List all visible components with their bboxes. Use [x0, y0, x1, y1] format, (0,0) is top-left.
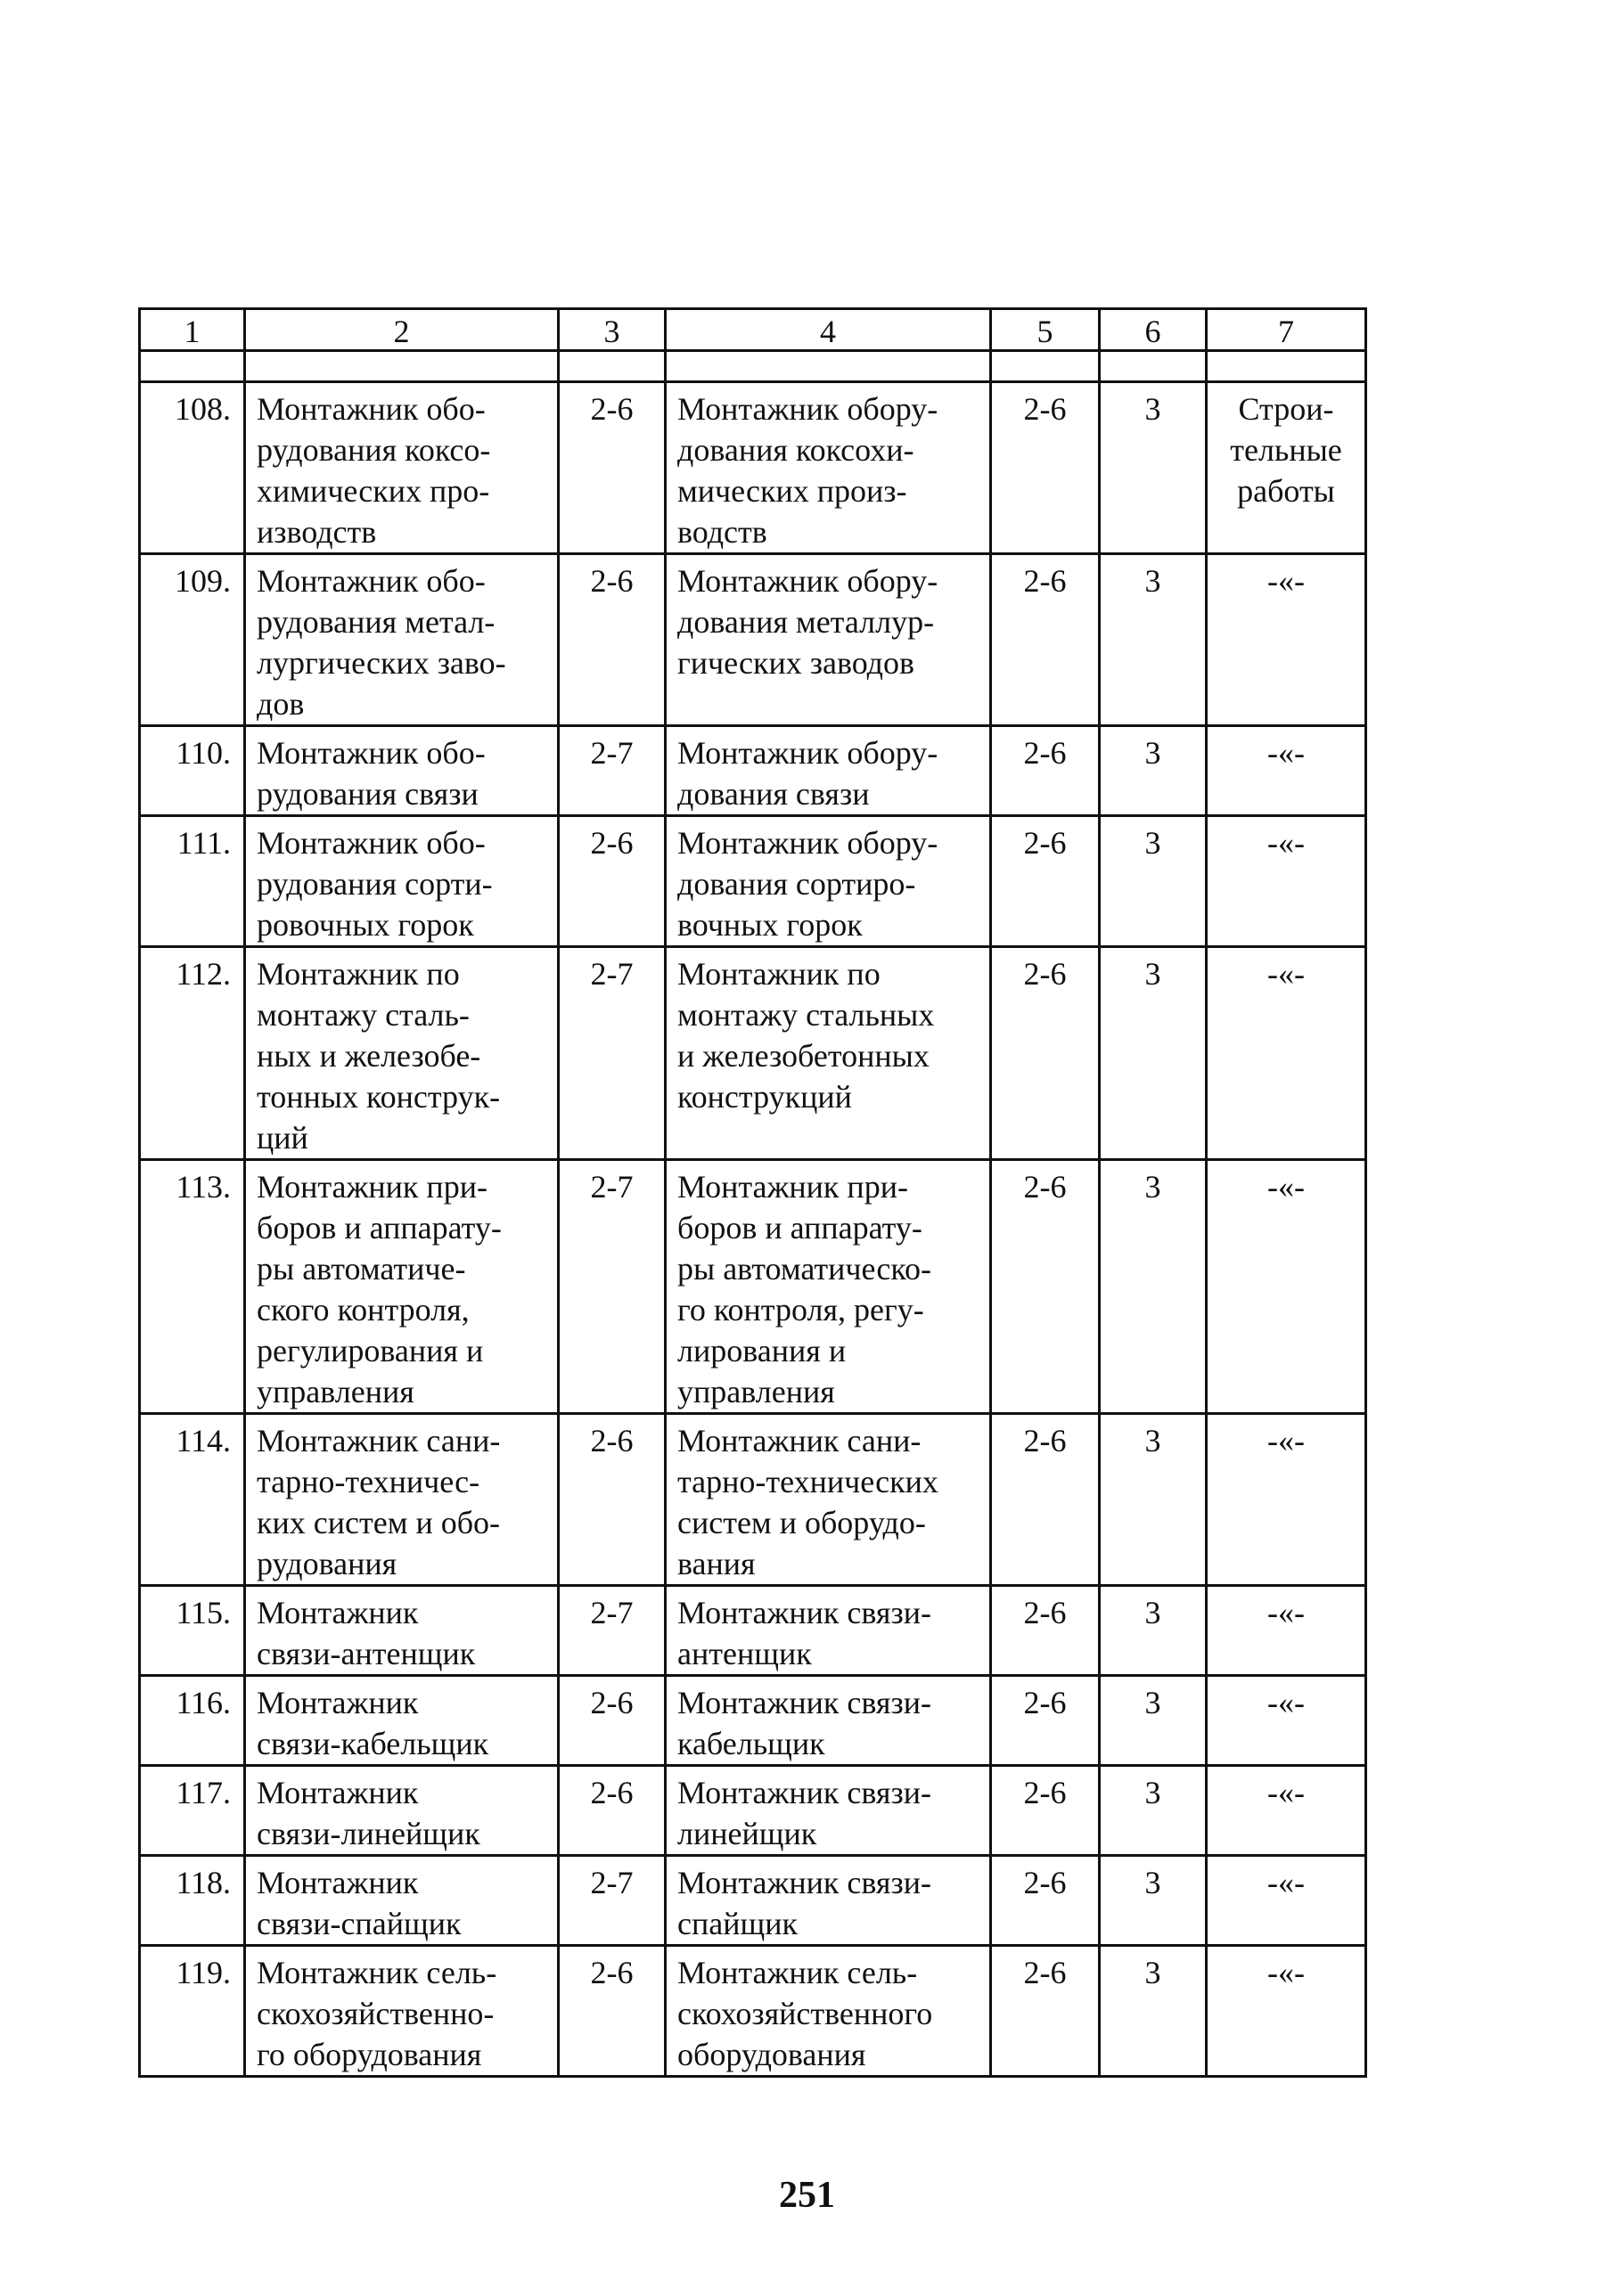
new-grade-range	[991, 1766, 1100, 1856]
new-occupation-name	[666, 1856, 991, 1946]
row-number	[140, 1676, 245, 1766]
old-grade-range	[559, 1856, 666, 1946]
qualification-level-text: 3	[1144, 1955, 1161, 1990]
old-occupation-name	[245, 1856, 559, 1946]
qualification-level-text: 3	[1144, 1423, 1161, 1458]
new-grade-range	[991, 554, 1100, 726]
qualification-level	[1100, 726, 1207, 816]
section-name-text: -«-	[1267, 735, 1305, 771]
qualification-level-text: 3	[1144, 825, 1161, 861]
old-grade-range	[559, 1766, 666, 1856]
old-occupation-name-text: Монтажник связи-антенщик	[257, 1595, 476, 1671]
old-occupation-name-text: Монтажник связи-кабельщик	[257, 1685, 489, 1761]
old-occupation-name-text: Монтажник при- боров и аппарату- ры автоматиче- ского контроля, регулирования и управления	[257, 1169, 502, 1409]
qualification-level	[1100, 382, 1207, 554]
old-grade-range	[559, 726, 666, 816]
new-grade-range-text: 2-6	[1023, 1423, 1067, 1458]
section-name	[1207, 1766, 1366, 1856]
qualification-level	[1100, 1676, 1207, 1766]
old-grade-range-text: 2-6	[590, 1423, 634, 1458]
qualification-level	[1100, 554, 1207, 726]
row-number-text: 119.	[176, 1955, 231, 1990]
old-grade-range-text: 2-7	[590, 956, 634, 992]
new-occupation-name-text: Монтажник обору- дования коксохи- мических произ- водств	[677, 391, 938, 550]
row-number-text: 113.	[176, 1169, 231, 1205]
old-occupation-name	[245, 1586, 559, 1676]
new-grade-range	[991, 816, 1100, 947]
spacer-cell	[245, 351, 559, 382]
old-grade-range	[559, 1676, 666, 1766]
new-occupation-name	[666, 1946, 991, 2077]
table-row	[140, 947, 1366, 1160]
row-number-text: 109.	[175, 563, 231, 599]
table-row	[140, 1766, 1366, 1856]
new-occupation-name-text: Монтажник связи- кабельщик	[677, 1685, 931, 1761]
new-grade-range-text: 2-6	[1023, 735, 1067, 771]
new-occupation-name	[666, 1676, 991, 1766]
old-grade-range-text: 2-6	[590, 391, 634, 427]
old-occupation-name-text: Монтажник сель- скохозяйственно- го оборудования	[257, 1955, 497, 2072]
new-grade-range	[991, 1946, 1100, 2077]
old-occupation-name	[245, 726, 559, 816]
column-number-row	[140, 309, 1366, 351]
new-occupation-name	[666, 816, 991, 947]
section-name-text: -«-	[1267, 1685, 1305, 1720]
old-grade-range-text: 2-6	[590, 563, 634, 599]
qualification-level	[1100, 1160, 1207, 1414]
qualification-level	[1100, 1946, 1207, 2077]
old-grade-range-text: 2-6	[590, 1955, 634, 1990]
new-grade-range	[991, 947, 1100, 1160]
old-occupation-name-text: Монтажник связи-линейщик	[257, 1775, 480, 1851]
old-grade-range	[559, 1160, 666, 1414]
old-occupation-name	[245, 1766, 559, 1856]
section-name-text: Строи- тельные работы	[1230, 391, 1342, 509]
new-occupation-name-text: Монтажник сани- тарно-технических систем и оборудо- вания	[677, 1423, 938, 1581]
section-name-text: -«-	[1267, 1595, 1305, 1630]
row-number-text: 116.	[176, 1685, 231, 1720]
row-number-text: 108.	[175, 391, 231, 427]
row-number	[140, 1586, 245, 1676]
row-number-text: 112.	[176, 956, 231, 992]
column-number-1: 1	[140, 309, 245, 351]
table-row	[140, 1160, 1366, 1414]
row-number	[140, 1766, 245, 1856]
old-grade-range-text: 2-6	[590, 1685, 634, 1720]
old-occupation-name	[245, 816, 559, 947]
section-name-text: -«-	[1267, 1169, 1305, 1205]
new-occupation-name	[666, 1586, 991, 1676]
qualification-level-text: 3	[1144, 1685, 1161, 1720]
new-occupation-name-text: Монтажник сель- скохозяйственного оборудования	[677, 1955, 933, 2072]
old-occupation-name-text: Монтажник сани- тарно-техничес- ких систем и обо- рудования	[257, 1423, 501, 1581]
table-row	[140, 1586, 1366, 1676]
old-occupation-name-text: Монтажник по монтажу сталь- ных и железобе- тонных конструк- ций	[257, 956, 501, 1156]
row-number	[140, 1414, 245, 1586]
spacer-row	[140, 351, 1366, 382]
row-number-text: 115.	[176, 1595, 231, 1630]
new-grade-range-text: 2-6	[1023, 1865, 1067, 1900]
column-number-2: 2	[245, 309, 559, 351]
section-name	[1207, 947, 1366, 1160]
new-occupation-name	[666, 1160, 991, 1414]
table-row	[140, 1676, 1366, 1766]
new-grade-range	[991, 1676, 1100, 1766]
column-number-6: 6	[1100, 309, 1207, 351]
section-name	[1207, 1414, 1366, 1586]
new-occupation-name-text: Монтажник связи- антенщик	[677, 1595, 931, 1671]
row-number-text: 114.	[176, 1423, 231, 1458]
row-number	[140, 726, 245, 816]
column-number-3: 3	[559, 309, 666, 351]
row-number-text: 110.	[176, 735, 231, 771]
new-occupation-name-text: Монтажник связи- спайщик	[677, 1865, 931, 1941]
row-number-text: 117.	[176, 1775, 231, 1810]
new-grade-range	[991, 1160, 1100, 1414]
column-number-7: 7	[1207, 309, 1366, 351]
row-number	[140, 1856, 245, 1946]
row-number	[140, 816, 245, 947]
column-number-5: 5	[991, 309, 1100, 351]
qualification-level	[1100, 816, 1207, 947]
section-name	[1207, 1676, 1366, 1766]
qualification-level	[1100, 1586, 1207, 1676]
spacer-cell	[1207, 351, 1366, 382]
spacer-cell	[991, 351, 1100, 382]
new-occupation-name-text: Монтажник обору- дования металлур- гических заводов	[677, 563, 938, 681]
new-grade-range-text: 2-6	[1023, 956, 1067, 992]
section-name	[1207, 1946, 1366, 2077]
section-name	[1207, 554, 1366, 726]
qualification-level-text: 3	[1144, 1865, 1161, 1900]
row-number-text: 111.	[176, 825, 231, 861]
table-row	[140, 1946, 1366, 2077]
old-grade-range-text: 2-6	[590, 825, 634, 861]
section-name-text: -«-	[1267, 1865, 1305, 1900]
table-row	[140, 1856, 1366, 1946]
new-grade-range-text: 2-6	[1023, 1169, 1067, 1205]
new-occupation-name	[666, 947, 991, 1160]
section-name	[1207, 1160, 1366, 1414]
qualification-level	[1100, 947, 1207, 1160]
section-name-text: -«-	[1267, 825, 1305, 861]
qualification-level-text: 3	[1144, 1169, 1161, 1205]
new-occupation-name-text: Монтажник при- боров и аппарату- ры автоматическо- го контроля, регу- лирования и управления	[677, 1169, 932, 1409]
old-occupation-name-text: Монтажник обо- рудования сорти- ровочных горок	[257, 825, 493, 943]
new-occupation-name	[666, 1766, 991, 1856]
new-grade-range-text: 2-6	[1023, 1955, 1067, 1990]
old-occupation-name	[245, 554, 559, 726]
old-occupation-name-text: Монтажник обо- рудования метал- лургических заво- дов	[257, 563, 506, 722]
new-grade-range-text: 2-6	[1023, 1685, 1067, 1720]
table-row	[140, 726, 1366, 816]
new-grade-range	[991, 1414, 1100, 1586]
table-row	[140, 1414, 1366, 1586]
new-occupation-name	[666, 1414, 991, 1586]
row-number	[140, 1160, 245, 1414]
old-grade-range-text: 2-7	[590, 735, 634, 771]
old-occupation-name-text: Монтажник обо- рудования связи	[257, 735, 486, 812]
old-occupation-name	[245, 1414, 559, 1586]
page-number: 251	[779, 2175, 835, 2216]
section-name-text: -«-	[1267, 1955, 1305, 1990]
old-grade-range-text: 2-6	[590, 1775, 634, 1810]
section-name	[1207, 1586, 1366, 1676]
section-name	[1207, 816, 1366, 947]
new-occupation-name-text: Монтажник по монтажу стальных и железобетонных конструкций	[677, 956, 935, 1115]
row-number-text: 118.	[176, 1865, 231, 1900]
old-occupation-name	[245, 1946, 559, 2077]
qualification-level-text: 3	[1144, 391, 1161, 427]
qualification-level	[1100, 1856, 1207, 1946]
new-grade-range	[991, 1856, 1100, 1946]
section-name-text: -«-	[1267, 563, 1305, 599]
row-number	[140, 1946, 245, 2077]
old-grade-range	[559, 382, 666, 554]
old-grade-range-text: 2-7	[590, 1595, 634, 1630]
old-grade-range-text: 2-7	[590, 1169, 634, 1205]
new-occupation-name-text: Монтажник обору- дования сортиро- вочных горок	[677, 825, 938, 943]
section-name	[1207, 726, 1366, 816]
old-grade-range	[559, 1946, 666, 2077]
old-grade-range-text: 2-7	[590, 1865, 634, 1900]
new-grade-range-text: 2-6	[1023, 563, 1067, 599]
old-grade-range	[559, 1414, 666, 1586]
old-grade-range	[559, 816, 666, 947]
row-number	[140, 382, 245, 554]
new-grade-range-text: 2-6	[1023, 1595, 1067, 1630]
qualification-level-text: 3	[1144, 735, 1161, 771]
old-occupation-name	[245, 947, 559, 1160]
table-row	[140, 382, 1366, 554]
qualification-level-text: 3	[1144, 956, 1161, 992]
spacer-cell	[1100, 351, 1207, 382]
new-grade-range-text: 2-6	[1023, 391, 1067, 427]
table-row	[140, 816, 1366, 947]
qualification-level-text: 3	[1144, 1775, 1161, 1810]
new-grade-range	[991, 1586, 1100, 1676]
qualification-level	[1100, 1766, 1207, 1856]
new-grade-range-text: 2-6	[1023, 825, 1067, 861]
old-occupation-name-text: Монтажник связи-спайщик	[257, 1865, 462, 1941]
occupations-table	[138, 307, 1367, 2078]
new-grade-range-text: 2-6	[1023, 1775, 1067, 1810]
section-name	[1207, 382, 1366, 554]
section-name	[1207, 1856, 1366, 1946]
section-name-text: -«-	[1267, 956, 1305, 992]
old-occupation-name	[245, 382, 559, 554]
spacer-cell	[559, 351, 666, 382]
section-name-text: -«-	[1267, 1775, 1305, 1810]
new-occupation-name	[666, 382, 991, 554]
table-row	[140, 554, 1366, 726]
qualification-level	[1100, 1414, 1207, 1586]
new-grade-range	[991, 382, 1100, 554]
row-number	[140, 947, 245, 1160]
column-number-4: 4	[666, 309, 991, 351]
table-body	[140, 309, 1366, 2077]
old-occupation-name	[245, 1676, 559, 1766]
qualification-level-text: 3	[1144, 563, 1161, 599]
row-number	[140, 554, 245, 726]
old-grade-range	[559, 947, 666, 1160]
old-occupation-name-text: Монтажник обо- рудования коксо- химических про- изводств	[257, 391, 491, 550]
new-occupation-name-text: Монтажник связи- линейщик	[677, 1775, 931, 1851]
old-grade-range	[559, 554, 666, 726]
spacer-cell	[140, 351, 245, 382]
old-grade-range	[559, 1586, 666, 1676]
old-occupation-name	[245, 1160, 559, 1414]
spacer-cell	[666, 351, 991, 382]
new-occupation-name-text: Монтажник обору- дования связи	[677, 735, 938, 812]
new-occupation-name	[666, 554, 991, 726]
new-grade-range	[991, 726, 1100, 816]
qualification-level-text: 3	[1144, 1595, 1161, 1630]
section-name-text: -«-	[1267, 1423, 1305, 1458]
new-occupation-name	[666, 726, 991, 816]
